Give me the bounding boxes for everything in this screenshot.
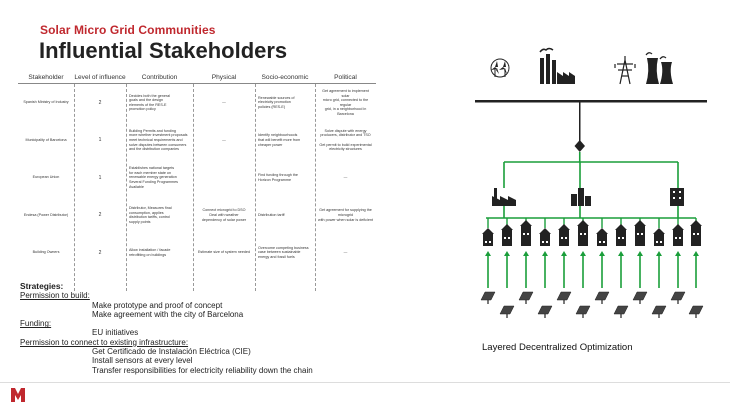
column-divider	[315, 84, 316, 291]
strategy-group-title: Funding:	[20, 319, 52, 329]
solar-panel-icon	[519, 292, 533, 304]
solar-panel-icon	[633, 292, 647, 304]
column-divider	[126, 84, 127, 291]
table-header	[18, 72, 376, 84]
house-icon	[596, 228, 608, 246]
table-cell-political: —	[343, 175, 348, 180]
upward-arrow	[599, 251, 605, 288]
house-icon	[501, 224, 513, 246]
table-cell-level: 1	[98, 137, 102, 144]
solar-panel-icon	[500, 306, 514, 318]
solar-panel-icon	[557, 292, 571, 304]
power-tower-icon	[615, 56, 635, 84]
table-cell-contribution: Establishes national targets for each member state on renewable energy generation Several Funding Programmes Available	[129, 166, 178, 189]
column-header: Physical	[211, 74, 237, 81]
power-plant-icon	[540, 49, 575, 85]
table-cell-contribution: Building Permits and funding more whether investment proposals meet technical requirements and solve disputes between consumers and the distribution companies	[129, 128, 188, 152]
table-cell-physical: —	[222, 100, 226, 105]
table-cell-level: 1	[98, 174, 102, 181]
building-icon	[571, 188, 591, 206]
table-cell-physical: Connect microgrid to DSO Deal with weather dependency of solar power	[201, 208, 247, 222]
strategy-group-title: Permission to build:	[20, 291, 90, 301]
strategy-group-title: Permission to connect to existing infrastructure:	[20, 337, 189, 347]
strategy-item: Get Certificado de Instalación Eléctrica (CIE)	[92, 347, 251, 357]
table-cell-political: Get agreement to implement solar micro grid, connected to the regular grid, in a neighborhood in Barcelona	[322, 88, 369, 116]
solar-panel-icon	[614, 306, 628, 318]
column-divider	[193, 84, 194, 291]
table-cell-socio: Identify neighbourhoods that will benefit more from cheaper power	[258, 133, 301, 147]
house-icon	[690, 220, 702, 246]
house-icon	[539, 228, 551, 246]
table-cell-stakeholder: Spanish Ministry of Industry	[23, 100, 69, 105]
wind-turbine-icon	[491, 59, 509, 77]
table-cell-socio: Overcome competing business case between sustainable energy and fossil fuels	[258, 245, 309, 260]
upward-arrow	[542, 251, 548, 288]
strategy-item: Transfer responsibilities for electricity reliability down the chain	[92, 365, 313, 375]
table-cell-physical: —	[222, 137, 226, 142]
table-row	[18, 234, 376, 272]
house-icon	[634, 220, 646, 246]
column-header: Socio-economic	[261, 74, 309, 81]
stakeholder-table	[18, 72, 376, 272]
house-icon	[615, 224, 627, 246]
table-cell-stakeholder: Municipality of Barcelona	[25, 137, 67, 142]
upward-arrow	[618, 251, 624, 288]
main-grid-line	[475, 100, 707, 103]
upward-arrow	[485, 251, 491, 288]
column-header: Level of influence	[74, 74, 126, 81]
table-cell-political: Get agreement for supplying the microgrid with power when solar is deficient	[318, 208, 373, 222]
upward-arrow	[693, 251, 699, 288]
table-cell-socio: Renewable sources of electricity promotion policies (RES-E)	[258, 95, 295, 110]
table-row	[18, 122, 376, 160]
upward-arrow	[523, 251, 529, 288]
table-cell-contribution: Allow installation / facade retrofitting on buildings	[129, 248, 171, 257]
upward-arrow	[580, 251, 586, 288]
solar-panel-icon	[689, 306, 703, 318]
factory-icon	[492, 188, 516, 206]
strategies-section	[20, 282, 313, 375]
upward-arrow	[675, 251, 681, 288]
upward-arrow	[561, 251, 567, 288]
solar-panel-icon	[576, 306, 590, 318]
table-cell-level: 2	[98, 249, 102, 256]
table-cell-contribution: Decides both the general goals and the design elements of the RES-E promotion policy	[129, 93, 171, 112]
nuclear-plant-icon	[646, 53, 673, 84]
upward-arrows	[485, 251, 699, 288]
house-icon	[577, 220, 589, 246]
deck-subtitle: Solar Micro Grid Communities	[40, 23, 216, 37]
column-divider	[74, 84, 75, 291]
table-cell-stakeholder: European Union	[32, 175, 60, 180]
solar-panel-icon	[538, 306, 552, 318]
slide-title: Influential Stakeholders	[39, 38, 288, 63]
house-icon	[482, 228, 494, 246]
strategy-item: Install sensors at every level	[92, 356, 193, 366]
strategy-item: Make agreement with the city of Barcelona	[92, 309, 244, 319]
table-cell-physical: Estimate size of system needed	[197, 250, 251, 255]
solar-panel-icon	[595, 292, 609, 304]
house-icon	[672, 224, 684, 246]
table-cell-stakeholder: Endesa (Power Distributor)	[23, 212, 69, 217]
table-row	[18, 84, 376, 122]
table-cell-political: —	[343, 250, 348, 255]
brand-logo-icon	[10, 387, 26, 403]
table-cell-contribution: Distributor, Measures final consumption, applies distribution tariffs, control supply points	[129, 206, 172, 224]
solar-panel-icon	[481, 292, 495, 304]
footer-divider	[0, 382, 730, 383]
strategies-list	[20, 291, 313, 375]
table-cell-socio: Find funding through the Horizon Programme	[258, 173, 298, 182]
solar-panel-icon	[652, 306, 666, 318]
table-cell-level: 2	[98, 212, 102, 219]
table-cell-stakeholder: Building Owners	[32, 250, 60, 255]
solar-panel-icon	[671, 292, 685, 304]
table-row	[18, 197, 376, 235]
column-divider	[255, 84, 256, 291]
column-header: Contribution	[141, 74, 178, 81]
upward-arrow	[504, 251, 510, 288]
solar-panel-row	[481, 292, 703, 318]
strategies-heading: Strategies:	[20, 281, 64, 291]
house-row	[482, 218, 702, 246]
table-cell-socio: Distribution tariff	[258, 212, 285, 217]
microgrid-diagram	[470, 40, 710, 340]
upward-arrow	[656, 251, 662, 288]
table-body	[18, 84, 376, 272]
building-icon	[670, 188, 684, 206]
house-icon	[520, 220, 532, 246]
column-header: Stakeholder	[28, 74, 64, 81]
house-icon	[558, 224, 570, 246]
upward-arrow	[637, 251, 643, 288]
table-cell-level: 2	[98, 99, 102, 106]
column-header: Political	[334, 74, 357, 81]
main-node-icon	[575, 140, 586, 152]
distribution-lines	[504, 152, 678, 188]
strategy-item: Make prototype and proof of concept	[92, 300, 223, 310]
diagram-caption: Layered Decentralized Optimization	[482, 342, 633, 353]
strategy-item: EU initiatives	[92, 328, 139, 338]
table-row	[18, 159, 376, 197]
table-cell-political: Solve dispute with energy producers, distributor and TSO Get permit to build experimental electricity structures	[319, 128, 372, 152]
house-icon	[653, 228, 665, 246]
